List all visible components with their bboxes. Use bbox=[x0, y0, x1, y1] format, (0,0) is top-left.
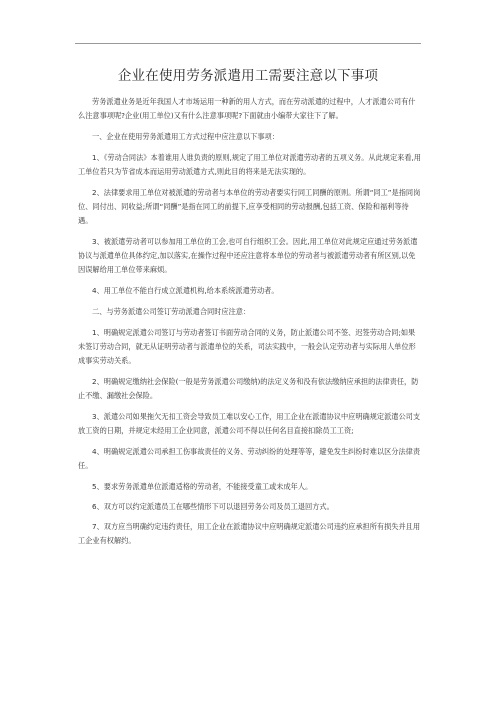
document-body bbox=[78, 95, 422, 555]
paragraph: 5、要求劳务派遣单位派遣适格的劳动者，不能接受童工或未成年人。 bbox=[92, 482, 313, 491]
paragraph: 3、派遣公司如果拖欠无扣工资会导致员工难以安心工作，用工企业在派遣协议中应明确规定派遣公司支放工资的日期，并规定未经用工企业同意，派遣公司不得以任何名目直接扣除员工工资; bbox=[78, 412, 421, 435]
section-heading-1: 一、企业在使用劳务派遣用工方式过程中应注意以下事项： bbox=[92, 132, 279, 141]
paragraph: 3、被派遣劳动者可以参加用工单位的工会,也可自行组织工会。因此,用工单位对此规定应通过劳务派遣协议与派遣单位具体约定,加以落实,在操作过程中还应注意将本单位的劳动者与被派遣劳动者有所区别,以免因误解给用工单位带来麻烦。 bbox=[78, 237, 418, 274]
paragraph: 4、明确规定派遣公司承担工伤事故责任的义务、劳动纠纷的处理等等，避免发生纠纷时难以区分法律责任。 bbox=[78, 447, 421, 470]
header-rule bbox=[75, 43, 421, 44]
document-title: 企业在使用劳务派遣用工需要注意以下事项 bbox=[117, 68, 379, 84]
paragraph: 7、双方应当明确约定违约责任，用工企业在派遣协议中应明确规定派遣公司违约应承担所有损失并且用工企业有权解约。 bbox=[78, 522, 421, 545]
paragraph: 2、法律要求用工单位对被派遣的劳动者与本单位的劳动者要实行同工同酬的原则。所谓“同工”是指同岗位、同付出、同收益;所谓“同酬”是指在同工的前提下,应享受相同的劳动报酬,包括工资、保险和福利等待遇。 bbox=[78, 188, 421, 225]
paragraph-intro: 劳务派遣业务是近年我国人才市场运用一种新的用人方式，而在劳动派遣的过程中，人才派遣公司有什么注意事项呢?企业(用工单位)又有什么注意事项呢?下面就由小编带大家往下了解。 bbox=[78, 97, 416, 120]
paragraph: 1、《劳动合同法》本着谁用人谁负责的原则,规定了用工单位对派遣劳动者的五项义务。从此规定来看,用工单位若只为节省成本而运用劳动派遣方式,则此目的将来是无法实现的。 bbox=[78, 153, 421, 176]
paragraph: 1、明确规定派遣公司签订与劳动者签订书面劳动合同的义务，防止派遣公司不签、迟签劳动合同;如果未签订劳动合同，就无从证明劳动者与派遣单位的关系，司法实践中，一般会认定劳动者与实际用人单位形成事实劳动关系。 bbox=[78, 328, 416, 365]
paragraph: 2、明确规定缴纳社会保险(一般是劳务派遣公司缴纳)的法定义务和没有依法缴纳应承担的法律责任，防止不缴、漏缴社会保险。 bbox=[78, 377, 419, 400]
paragraph: 6、双方可以约定派遣员工在哪些情形下可以退回劳务公司及员工退回方式。 bbox=[92, 502, 334, 511]
paragraph: 4、用工单位不能自行成立派遣机构,给本系统派遣劳动者。 bbox=[92, 286, 279, 295]
section-heading-2: 二、与劳务派遣公司签订劳动派遣合同时应注意： bbox=[92, 307, 251, 316]
